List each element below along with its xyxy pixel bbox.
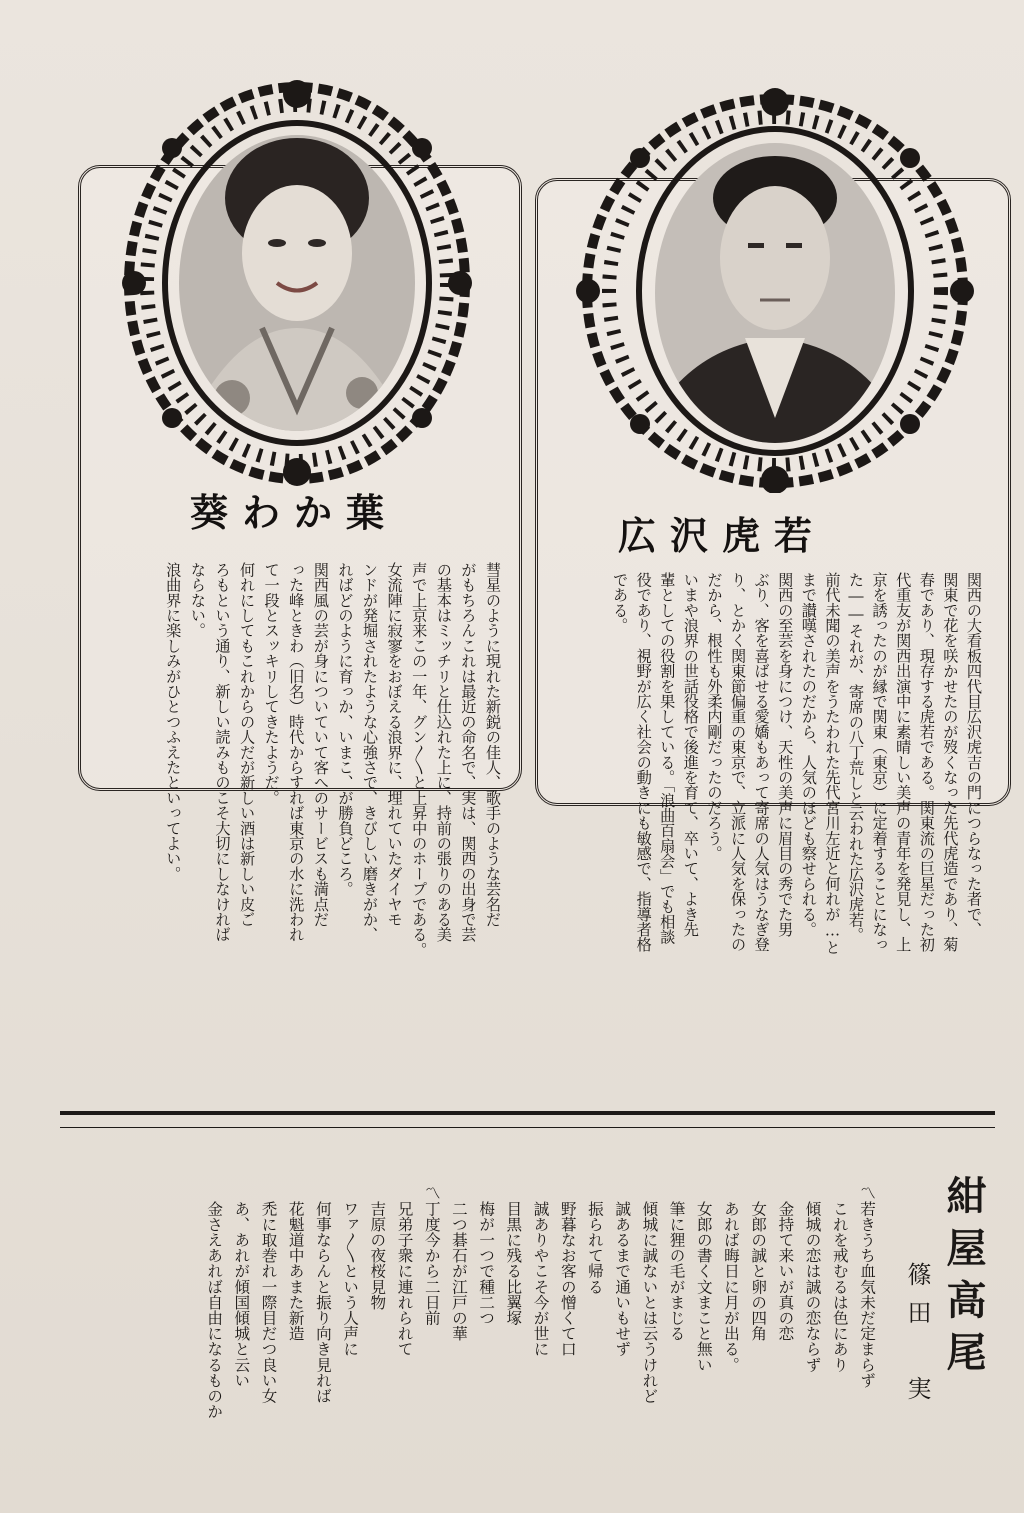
profile-body-right: 関西の大看板四代目広沢虎吉の門につらなった者で、 関東で花を咲かせたのが歿くなった先代虎造であり、菊 春であり、現存する虎若である。関東流の巨星だった初 代重友が関西出演中に素晴しい美声の青年を発見し、上 京を誘ったのが縁で関東（東京）に定着することになっ た――それが、寄席の八丁荒しと云われた広沢虎若。 前代未聞の美声をうたわれた先代宮川左近と何れが…と まで讃嘆されたのだから、人気のほども察せられる。 関西の至芸を身につけ、天性の美声に眉目の秀でた男 ぶり、客を喜ばせる愛嬌もあって寄席の人気はうなぎ登 り、とかく関東節偏重の東京で、立派に人気を保ったの だから、根性も外柔内剛だったのだろう。 いまや浪界の世話役格で後進を育て、卒いて、よき先 輩としての役割を果している。「浪曲百扇会」でも相談 役であり、視野が広く社会の動きにも敏感で、指導者格 である。 [611, 572, 983, 955]
profile-body-left: 彗星のように現れた新鋭の佳人、歌手のような芸名だ がもちろんこれは最近の命名で、実は、関西の出身で芸 の基本はミッチリと仕込れた上に、持前の張りのある美 声で上京来この一年、グン〳〵と上昇中のホープである。 女流陣に寂寥をおぼえる浪界に、埋れていたダイヤモ ンドが発堀されたような心強さで、きびしい磨きがか、 ればどのように育っか、いまこ、が勝負どころ。 関西風の芸が身についていて客へのサービスも満点だ った峰ときわ（旧名）時代からすれば東京の水に洗われ て一段とスッキリしてきたようだ。 何れにしてもこれからの人だが新しい酒は新しい皮ご ろもという通り、新しい読みものこそ大切にしなければ ならない。 浪曲界に楽しみがひとつふえたといってよい。 [164, 562, 502, 958]
ornate-portrait-frame-right [570, 88, 980, 493]
profile-name-left: 葵わか葉 [190, 490, 399, 535]
profile-name-right: 広沢虎若 [618, 513, 827, 558]
section-divider [60, 1111, 995, 1128]
poem-author: 篠田 実 [903, 1262, 931, 1414]
ornate-portrait-frame-left [112, 78, 482, 488]
poem-body: 〽若きうち血気未だ定まらず これを戒むるは色にあり 傾城の恋は誠の恋ならず 金持て来いが真の恋 女郎の誠と卵の四角 あれば晦日に月が出る。 女郎の書く文まこと無い 筆に狸の毛がまじる 傾城に誠ないとは云うけれど 誠あるまで通いもせず 振られて帰る 野暮なお客の憎くて口 誠ありやこそ今が世に 目黒に残る比翼塚 梅が一つで種二つ 二つ碁石が江戸の華 〽丁度今から二日前 兄弟子衆に連れられて 吉原の夜桜見物 ワァ〳〵という人声に 何事ならんと振り向き見れば 花魁道中あまた新造 禿に取巻れ一際目だつ良い女 あ、あれが傾国傾城と云い 金さえあれば自由になるものか [205, 1185, 876, 1419]
poem-title: 紺屋高尾 [940, 1175, 987, 1383]
portrait-photo-man [570, 88, 980, 493]
